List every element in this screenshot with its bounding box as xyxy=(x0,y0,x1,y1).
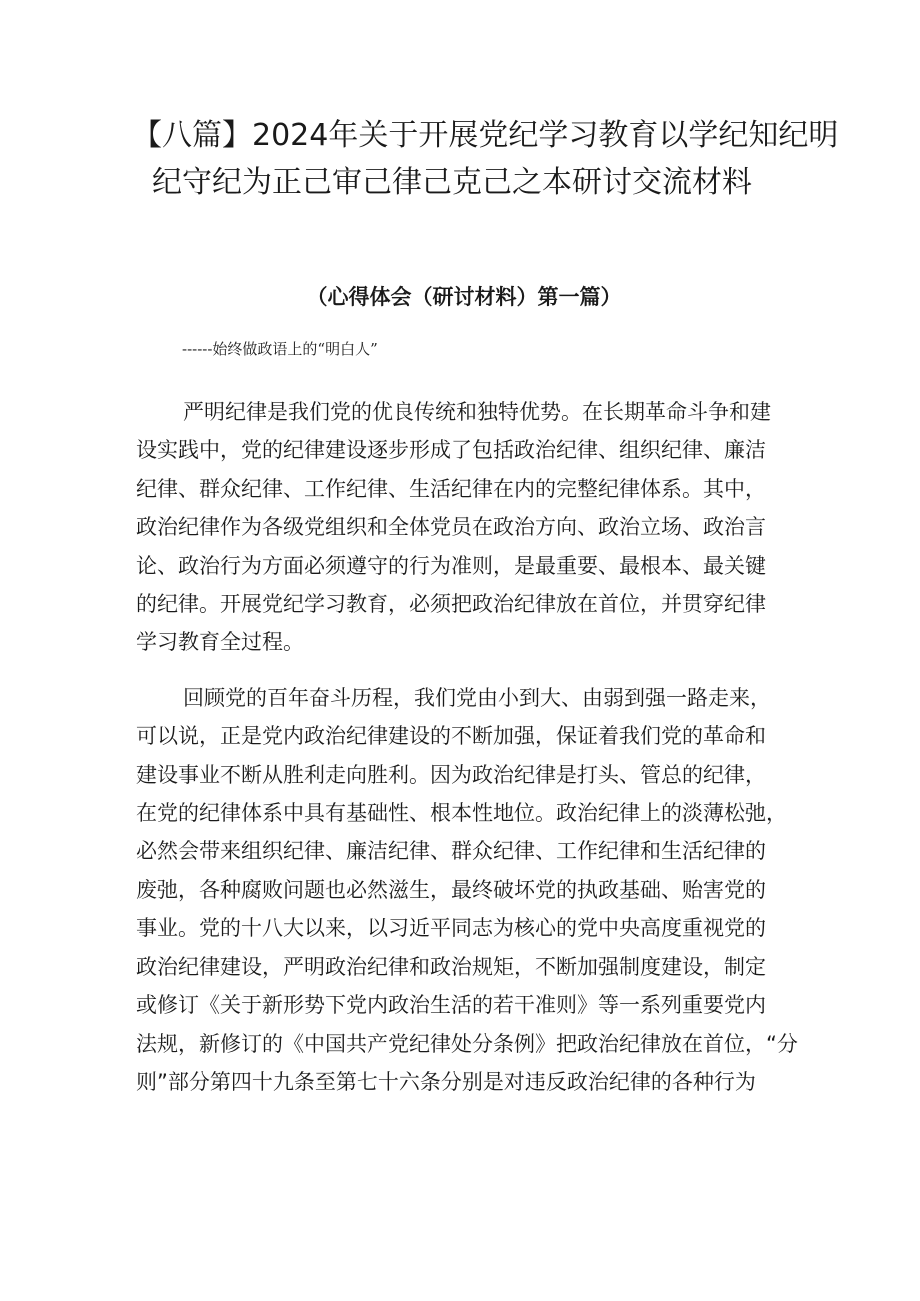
paragraph-line: 纪律、群众纪律、工作纪律、生活纪律在内的完整纪律体系。其中， xyxy=(136,476,766,501)
paragraph-line: 回顾党的百年奋斗历程，我们党由小到大、由弱到强一路走来， xyxy=(183,685,771,710)
paragraph-line: 在党的纪律体系中具有基础性、根本性地位。政治纪律上的淡薄松弛， xyxy=(136,801,787,826)
paragraph-line: 法规，新修订的《中国共产党纪律处分条例》把政治纪律放在首位，“分 xyxy=(136,1031,798,1056)
paragraph-line: 废弛，各种腐败问题也必然滋生，最终破坏党的执政基础、贻害党的 xyxy=(136,877,766,902)
document-title xyxy=(132,112,839,206)
section-subheading: （心得体会（研讨材料）第一篇） xyxy=(306,285,622,309)
paragraph-line: 学习教育全过程。 xyxy=(136,630,304,655)
paragraph-line: 或修订《关于新形势下党内政治生活的若干准则》等一系列重要党内 xyxy=(136,993,766,1018)
paragraph-2 xyxy=(136,679,798,1101)
title-line-2: 纪守纪为正己审己律己克己之本研讨交流材料 xyxy=(152,165,752,200)
epigraph: ------始终做政语上的“明白人” xyxy=(182,340,378,358)
paragraph-line: 严明纪律是我们党的优良传统和独特优势。在长期革命斗争和建 xyxy=(183,400,771,424)
paragraph-line: 则”部分第四十九条至第七十六条分别是对违反政治纪律的各种行为 xyxy=(136,1069,756,1094)
paragraph-line: 事业。党的十八大以来，以习近平同志为核心的党中央高度重视党的 xyxy=(136,916,766,941)
paragraph-line: 建设事业不断从胜利走向胜利。因为政治纪律是打头、管总的纪律， xyxy=(136,762,766,787)
paragraph-line: 设实践中，党的纪律建设逐步形成了包括政治纪律、组织纪律、廉洁 xyxy=(136,438,766,463)
title-line-1: 【八篇】2024年关于开展党纪学习教育以学纪知纪明 xyxy=(132,118,839,153)
body-text xyxy=(136,393,798,1118)
paragraph-line: 必然会带来组织纪律、廉洁纪律、群众纪律、工作纪律和生活纪律的 xyxy=(136,839,766,864)
paragraph-line: 可以说，正是党内政治纪律建设的不断加强，保证着我们党的革命和 xyxy=(136,724,766,749)
paragraph-line: 的纪律。开展党纪学习教育，必须把政治纪律放在首位，并贯穿纪律 xyxy=(136,592,766,617)
paragraph-line: 政治纪律建设，严明政治纪律和政治规矩，不断加强制度建设，制定 xyxy=(136,954,766,979)
paragraph-line: 论、政治行为方面必须遵守的行为准则，是最重要、最根本、最关键 xyxy=(136,553,766,578)
paragraph-line: 政治纪律作为各级党组织和全体党员在政治方向、政治立场、政治言 xyxy=(136,515,766,540)
paragraph-1 xyxy=(136,393,786,662)
